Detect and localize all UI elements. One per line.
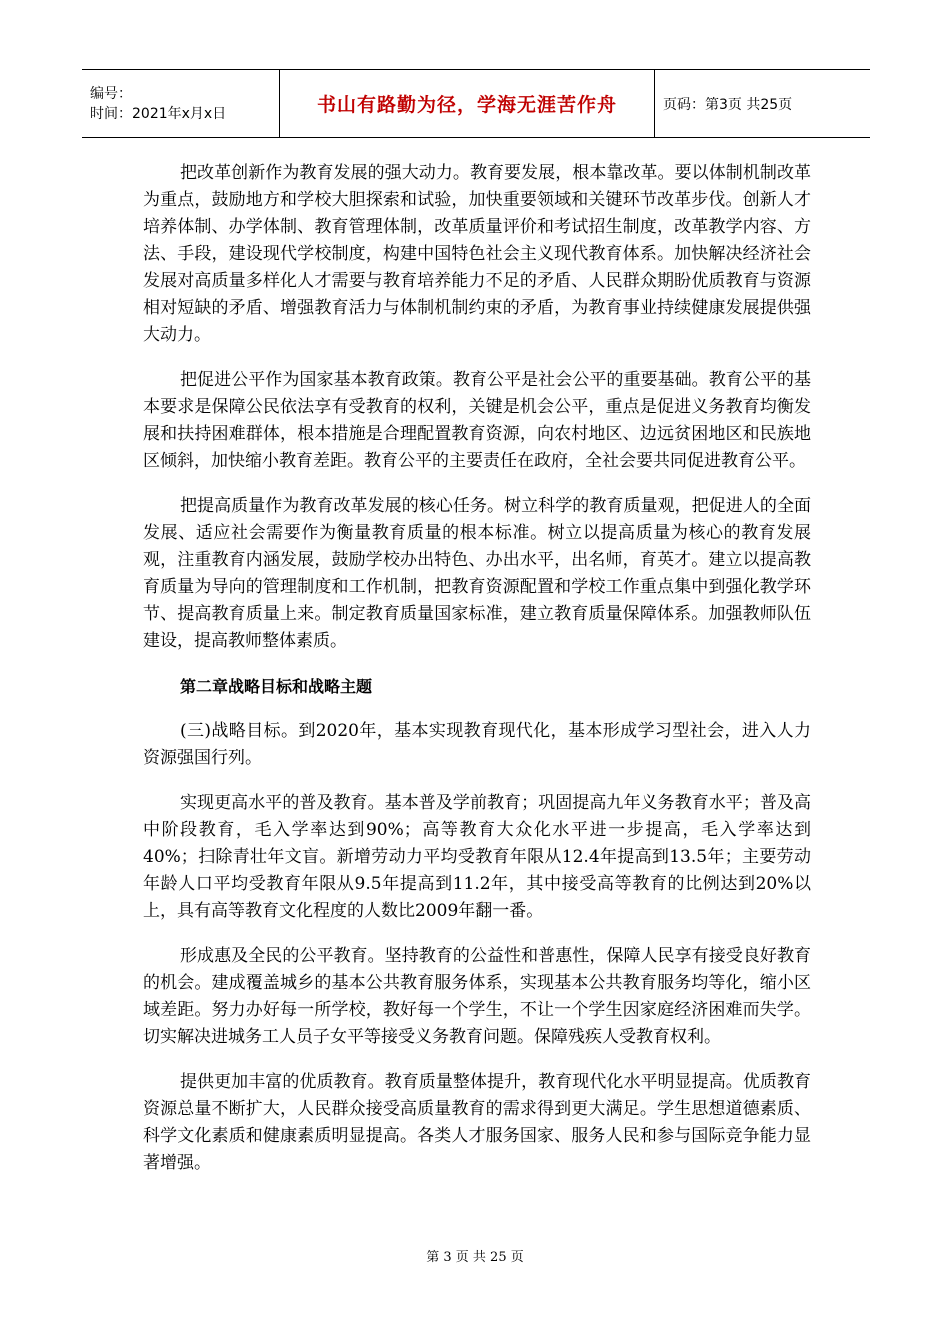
header-motto-cell [279,70,655,137]
header-page-cell [655,70,870,137]
paragraph: 把促进公平作为国家基本教育政策。教育公平是社会公平的重要基础。教育公平的基本要求是保障公民依法享有受教育的权利，关键是机会公平，重点是促进义务教育均衡发展和扶持困难群体，根本措施是合理配置教育资源，向农村地区、边远贫困地区和民族地区倾斜，加快缩小教育差距。教育公平的主要责任在政府，全社会要共同促进教育公平。 [143,370,811,471]
chapter-heading: 第二章战略目标和战略主题 [180,677,373,696]
paragraph: 提供更加丰富的优质教育。教育质量整体提升，教育现代化水平明显提高。优质教育资源总量不断扩大，人民群众接受高质量教育的需求得到更大满足。学生思想道德素质、科学文化素质和健康素质明显提高。各类人才服务国家、服务人民和参与国际竞争能力显著增强。 [143,1072,811,1173]
paragraph: (三)战略目标。到2020年，基本实现教育现代化，基本形成学习型社会，进入人力资源强国行列。 [143,721,811,768]
header-page-number: 页码：第3页 共25页 [663,96,793,113]
header-motto: 书山有路勤为径，学海无涯苦作舟 [316,94,617,116]
header-meta [82,70,279,137]
document-number: 编号： [90,85,132,102]
page-footer: 第 3 页 共 25 页 [426,1250,524,1265]
paragraph: 把提高质量作为教育改革发展的核心任务。树立科学的教育质量观，把促进人的全面发展、适应社会需要作为衡量教育质量的根本标准。树立以提高质量为核心的教育发展观，注重教育内涵发展，鼓励学校办出特色、办出水平，出名师，育英才。建立以提高教育质量为导向的管理制度和工作机制，把教育资源配置和学校工作重点集中到强化教学环节、提高教育质量上来。制定教育质量国家标准，建立教育质量保障体系。加强教师队伍建设，提高教师整体素质。 [143,496,811,651]
page-header [82,69,870,138]
document-body [143,160,811,1195]
paragraph: 把改革创新作为教育发展的强大动力。教育要发展，根本靠改革。要以体制机制改革为重点，鼓励地方和学校大胆探索和试验，加快重要领域和关键环节改革步伐。创新人才培养体制、办学体制、教育管理体制，改革质量评价和考试招生制度，改革教学内容、方法、手段，建设现代学校制度，构建中国特色社会主义现代教育体系。加快解决经济社会发展对高质量多样化人才需要与教育培养能力不足的矛盾、人民群众期盼优质教育与资源相对短缺的矛盾、增强教育活力与体制机制约束的矛盾，为教育事业持续健康发展提供强大动力。 [143,163,811,345]
document-date: 时间：2021年x月x日 [90,105,227,122]
paragraph: 形成惠及全民的公平教育。坚持教育的公益性和普惠性，保障人民享有接受良好教育的机会。建成覆盖城乡的基本公共教育服务体系，实现基本公共教育服务均等化，缩小区域差距。努力办好每一所学校，教好每一个学生，不让一个学生因家庭经济困难而失学。切实解决进城务工人员子女平等接受义务教育问题。保障残疾人受教育权利。 [143,946,811,1047]
paragraph: 实现更高水平的普及教育。基本普及学前教育；巩固提高九年义务教育水平；普及高中阶段教育，毛入学率达到90%；高等教育大众化水平进一步提高，毛入学率达到40%；扫除青壮年文盲。新增劳动力平均受教育年限从12.4年提高到13.5年；主要劳动年龄人口平均受教育年限从9.5年提高到11.2年，其中接受高等教育的比例达到20%以上，具有高等教育文化程度的人数比2009年翻一番。 [143,793,811,921]
